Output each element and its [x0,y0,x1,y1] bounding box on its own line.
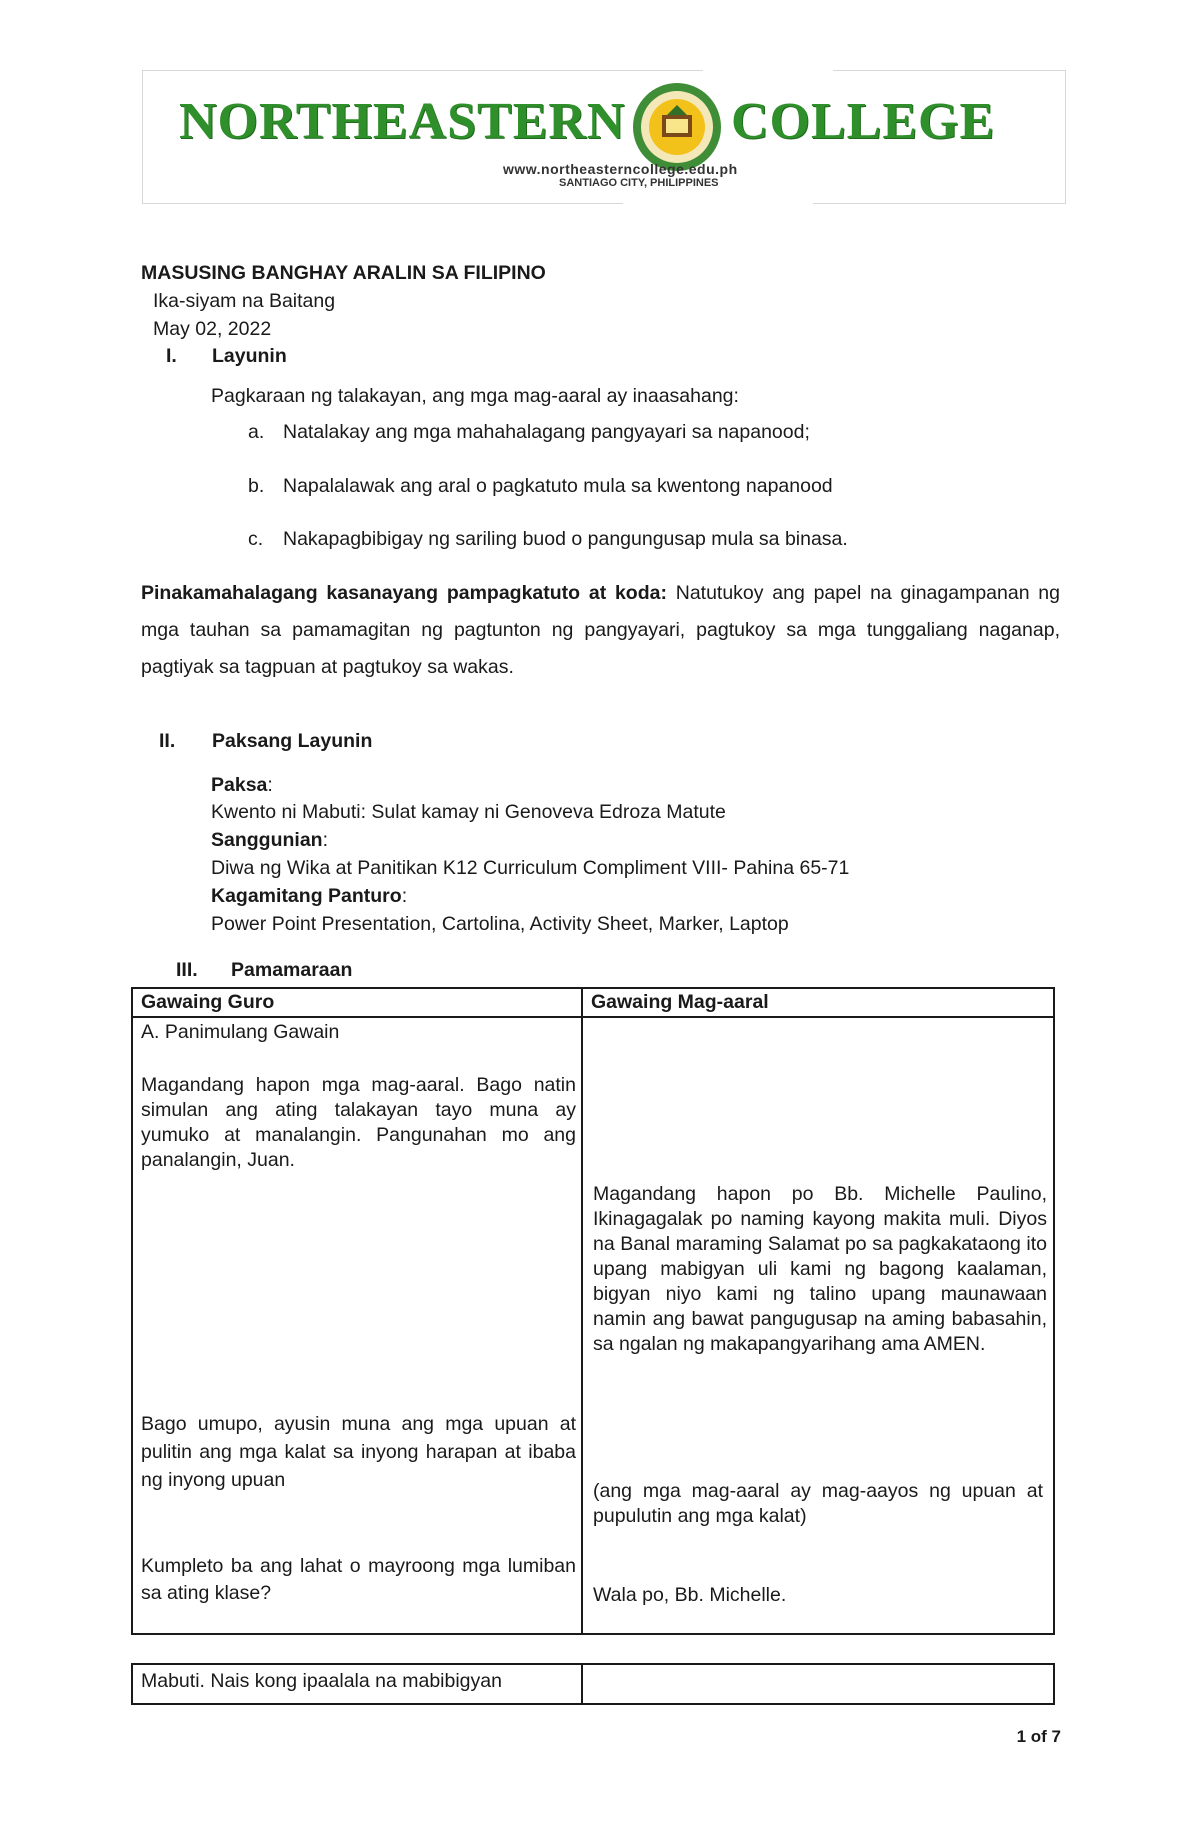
objective-letter: b. [248,475,265,497]
sanggunian-label-line [211,829,328,852]
section-1-numeral: I. [166,345,177,367]
competency-text: Natutukoy ang papel na ginagampanan ng mga tauhan sa pamamagitan ng pagtunton ng pangyayari, pagtukoy sa mga tunggaliang naganap, pagtiyak sa tagpuan at pagtukoy sa wakas. [141,582,1060,678]
kagamitan-label: Kagamitang Panturo [211,885,402,907]
paksa-value: Kwento ni Mabuti: Sulat kamay ni Genoveva Edroza Matute [211,801,726,823]
objective-text: Nakapagbibigay ng sariling buod o pangungusap mula sa binasa. [283,528,848,550]
college-header-banner [142,70,1066,204]
section-3-numeral: III. [176,959,198,981]
college-seal-icon [631,81,723,173]
lesson-date: May 02, 2022 [153,318,272,340]
college-website: www.northeasterncollege.edu.ph [503,161,738,177]
procedure-table-continued [131,1663,1055,1705]
teacher-activity: Magandang hapon mga mag-aaral. Bago natin simulan ang ating talakayan tayo muna ay yumuko at manalangin. Pangunahan mo ang panalangin, Juan. [141,1074,576,1171]
objective-text: Natalakay ang mga mahahalagang pangyayari sa napanood; [283,421,810,443]
grade-level: Ika-siyam na Baitang [153,290,336,312]
column-header-teacher: Gawaing Guro [132,988,582,1017]
objective-letter: c. [248,528,264,550]
student-activity: Wala po, Bb. Michelle. [593,1584,787,1606]
college-city: SANTIAGO CITY, PHILIPPINES [559,177,719,189]
paksa-label: Paksa [211,774,268,796]
section-1-heading: Layunin [212,345,287,367]
competency-label: Pinakamahalagang kasanayang pampagkatuto at koda: [141,582,667,604]
college-name-right: COLLEGE [731,93,996,150]
page-number: 1 of 7 [1016,1727,1061,1746]
sub-heading: A. Panimulang Gawain [141,1021,340,1043]
student-activity: (ang mga mag-aaral ay mag-aayos ng upuan at pupulutin ang mga kalat) [593,1480,1043,1527]
section-2-heading: Paksang Layunin [212,730,373,752]
colon: : [267,774,273,796]
column-header-student: Gawaing Mag-aaral [582,988,1054,1017]
objective-text: Napalalawak ang aral o pagkatuto mula sa kwentong napanood [283,475,833,497]
objective-letter: a. [248,421,265,443]
kagamitan-label-line [211,885,407,908]
section-3-heading: Pamamaraan [231,959,353,981]
table-header-row [132,988,1054,1017]
competency-paragraph [141,575,1060,686]
table-row [132,1664,1054,1704]
document-title: MASUSING BANGHAY ARALIN SA FILIPINO [141,262,546,284]
section-2-numeral: II. [159,730,176,752]
college-name-left: NORTHEASTERN [179,93,626,150]
objectives-intro: Pagkaraan ng talakayan, ang mga mag-aaral ay inaasahang: [211,385,739,407]
student-activity: Magandang hapon po Bb. Michelle Paulino, Ikinagagalak po naming kayong makita muli. Diyos na Banal maraming Salamat po sa pagkakataong ito upang mabigyan uli kami ng bagong kaalaman, bigyan niyo kami ng talino upang maunawaan namin ang bawat pangugusap na aming babasahin, sa ngalan ng makapangyarihang ama AMEN. [593,1183,1047,1355]
colon: : [401,885,408,907]
sanggunian-value: Diwa ng Wika at Panitikan K12 Curriculum Compliment VIII- Pahina 65-71 [211,857,850,879]
colon: : [322,829,329,851]
student-cell [582,1664,1054,1704]
teacher-activity: Kumpleto ba ang lahat o mayroong mga lumiban sa ating klase? [141,1555,576,1604]
paksa-label-line [211,774,273,797]
kagamitan-value: Power Point Presentation, Cartolina, Activity Sheet, Marker, Laptop [211,913,789,935]
teacher-activity: Bago umupo, ayusin muna ang mga upuan at pulitin ang mga kalat sa inyong harapan at ibaba ng inyong upuan [141,1413,576,1491]
sanggunian-label: Sanggunian [211,829,323,851]
teacher-activity: Mabuti. Nais kong ipaalala na mabibigyan [132,1664,582,1704]
